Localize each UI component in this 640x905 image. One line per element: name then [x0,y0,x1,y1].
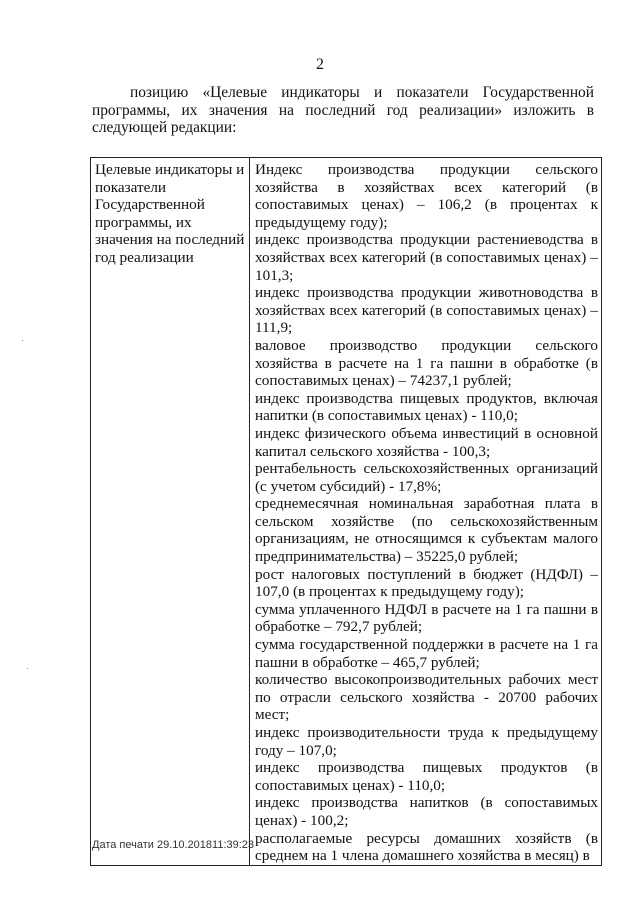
indicator-item: среднемесячная номинальная заработная плата в сельском хозяйстве (по сельскохозяйственным организациям, не относящимся к субъектам малого предпринимательства) – 35225,0 рублей; [255,495,598,566]
indicator-item: валовое производство продукции сельского хозяйства в расчете на 1 га пашни в обработке (в сопоставимых ценах) – 74237,1 рублей; [255,336,598,390]
page-number: 2 [316,56,324,73]
indicator-item: Индекс производства продукции сельского хозяйства в хозяйствах всех категорий (в сопоставимых ценах) – 106,2 (в процентах к предыдущему году); [255,161,598,231]
indicator-item: рентабельность сельскохозяйственных организаций (с учетом субсидий) - 17,8%; [255,460,598,495]
indicator-item: располагаемые ресурсы домашних хозяйств (в среднем на 1 члена домашнего хозяйства в месяц) в [255,829,598,865]
scan-speck [22,340,23,341]
table-right-cell [250,158,602,866]
table-row [91,158,602,866]
indicator-item: индекс производства напитков (в сопоставимых ценах) - 100,2; [255,794,598,829]
indicator-item: индекс производительности труда к предыдущему году – 107,0; [255,724,598,759]
indicator-item: индекс производства пищевых продуктов (в сопоставимых ценах) - 110,0; [255,759,598,794]
intro-paragraph: позицию «Целевые индикаторы и показатели Государственной программы, их значения на последний год реализации» изложить в следующей редакции: [92,84,594,136]
indicator-item: индекс производства продукции растениеводства в хозяйствах всех категорий (в сопоставимых ценах) – 101,3; [255,231,598,284]
indicator-item: количество высокопроизводительных рабочих мест по отрасли сельского хозяйства - 20700 рабочих мест; [255,671,598,724]
indicator-item: индекс производства продукции животноводства в хозяйствах всех категорий (в сопоставимых ценах) – 111,9; [255,284,598,337]
indicator-item: сумма государственной поддержки в расчете на 1 га пашни в обработке – 465,7 рублей; [255,636,598,671]
indicator-item: сумма уплаченного НДФЛ в расчете на 1 га пашни в обработке – 792,7 рублей; [255,600,598,636]
indicator-item: индекс производства пищевых продуктов, включая напитки (в сопоставимых ценах) - 110,0; [255,389,598,425]
indicator-item: рост налоговых поступлений в бюджет (НДФЛ) – 107,0 (в процентах к предыдущему году); [255,565,598,601]
scan-speck [27,668,28,669]
print-date-footer: Дата печати 29.10.201811:39:23 [92,839,255,851]
table-left-cell: Целевые индикаторы и показатели Государственной программы, их значения на последний год реализации [91,158,250,866]
indicators-table [90,157,602,866]
indicator-item: индекс физического объема инвестиций в основной капитал сельского хозяйства - 100,3; [255,424,598,460]
